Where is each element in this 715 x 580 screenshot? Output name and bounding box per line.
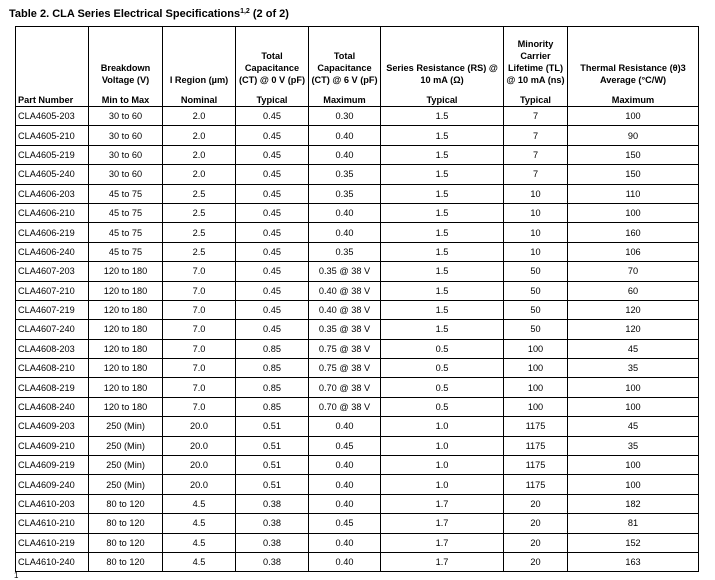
cell-capacitance-6v: 0.40 <box>309 126 381 145</box>
cell-series-resistance: 1.0 <box>381 436 504 455</box>
cell-series-resistance: 1.0 <box>381 456 504 475</box>
cell-thermal-resistance: 163 <box>568 552 699 571</box>
cell-lifetime: 7 <box>504 145 568 164</box>
header-i-region: I Region (µm) <box>163 27 236 89</box>
header-breakdown-voltage: Breakdown Voltage (V) <box>89 27 163 89</box>
cell-breakdown-voltage: 80 to 120 <box>89 533 163 552</box>
cell-i-region: 7.0 <box>163 281 236 300</box>
cell-breakdown-voltage: 250 (Min) <box>89 456 163 475</box>
header-nominal: Nominal <box>163 88 236 107</box>
header-part-number: Part Number <box>16 88 89 107</box>
cell-capacitance-0v: 0.38 <box>236 494 309 513</box>
cell-series-resistance: 1.5 <box>381 223 504 242</box>
cell-thermal-resistance: 150 <box>568 165 699 184</box>
cell-lifetime: 7 <box>504 165 568 184</box>
cell-capacitance-0v: 0.45 <box>236 262 309 281</box>
cell-breakdown-voltage: 80 to 120 <box>89 514 163 533</box>
cell-capacitance-6v: 0.40 <box>309 552 381 571</box>
cell-breakdown-voltage: 120 to 180 <box>89 339 163 358</box>
cell-breakdown-voltage: 120 to 180 <box>89 320 163 339</box>
table-row <box>16 494 699 513</box>
table-row <box>16 184 699 203</box>
table-row <box>16 300 699 319</box>
cell-i-region: 20.0 <box>163 417 236 436</box>
cell-breakdown-voltage: 30 to 60 <box>89 107 163 126</box>
cell-series-resistance: 1.7 <box>381 533 504 552</box>
header-capacitance-6v: Total Capacitance (CT) @ 6 V (pF) <box>309 27 381 89</box>
cell-i-region: 2.0 <box>163 107 236 126</box>
cell-series-resistance: 0.5 <box>381 359 504 378</box>
cell-capacitance-6v: 0.30 <box>309 107 381 126</box>
cell-breakdown-voltage: 45 to 75 <box>89 223 163 242</box>
cell-thermal-resistance: 35 <box>568 436 699 455</box>
cell-i-region: 2.0 <box>163 145 236 164</box>
table-row <box>16 436 699 455</box>
cell-lifetime: 10 <box>504 242 568 261</box>
cell-i-region: 2.5 <box>163 203 236 222</box>
cell-part-number: CLA4609-203 <box>16 417 89 436</box>
cell-part-number: CLA4607-203 <box>16 262 89 281</box>
cell-lifetime: 7 <box>504 107 568 126</box>
cell-part-number: CLA4605-219 <box>16 145 89 164</box>
cell-series-resistance: 1.5 <box>381 165 504 184</box>
cell-capacitance-6v: 0.35 @ 38 V <box>309 320 381 339</box>
cell-series-resistance: 1.7 <box>381 514 504 533</box>
cell-breakdown-voltage: 120 to 180 <box>89 359 163 378</box>
cell-series-resistance: 1.5 <box>381 184 504 203</box>
cell-i-region: 2.5 <box>163 242 236 261</box>
cell-thermal-resistance: 106 <box>568 242 699 261</box>
header-row-descriptions <box>16 27 699 89</box>
cell-breakdown-voltage: 120 to 180 <box>89 281 163 300</box>
cell-part-number: CLA4608-210 <box>16 359 89 378</box>
cell-thermal-resistance: 120 <box>568 320 699 339</box>
cell-capacitance-0v: 0.45 <box>236 203 309 222</box>
cell-thermal-resistance: 35 <box>568 359 699 378</box>
header-thermal-resistance: Thermal Resistance (θ)3 Average (°C/W) <box>568 27 699 89</box>
cell-series-resistance: 1.0 <box>381 417 504 436</box>
cell-lifetime: 1175 <box>504 475 568 494</box>
cell-lifetime: 100 <box>504 339 568 358</box>
cell-capacitance-6v: 0.40 <box>309 456 381 475</box>
footnote-marker: 1 <box>14 571 19 580</box>
cell-part-number: CLA4607-210 <box>16 281 89 300</box>
table-row <box>16 145 699 164</box>
cell-capacitance-0v: 0.51 <box>236 456 309 475</box>
cell-i-region: 2.0 <box>163 165 236 184</box>
cell-part-number: CLA4606-210 <box>16 203 89 222</box>
cell-lifetime: 50 <box>504 262 568 281</box>
cell-capacitance-0v: 0.38 <box>236 514 309 533</box>
cell-breakdown-voltage: 250 (Min) <box>89 436 163 455</box>
cell-part-number: CLA4608-203 <box>16 339 89 358</box>
cell-i-region: 2.5 <box>163 184 236 203</box>
cell-thermal-resistance: 160 <box>568 223 699 242</box>
cell-capacitance-0v: 0.51 <box>236 475 309 494</box>
cell-lifetime: 7 <box>504 126 568 145</box>
cell-capacitance-0v: 0.51 <box>236 436 309 455</box>
cell-series-resistance: 1.5 <box>381 126 504 145</box>
cell-capacitance-6v: 0.40 <box>309 203 381 222</box>
cell-lifetime: 20 <box>504 533 568 552</box>
cell-lifetime: 100 <box>504 397 568 416</box>
cell-i-region: 7.0 <box>163 397 236 416</box>
cell-thermal-resistance: 81 <box>568 514 699 533</box>
cell-capacitance-6v: 0.45 <box>309 436 381 455</box>
cell-thermal-resistance: 45 <box>568 417 699 436</box>
cell-capacitance-0v: 0.45 <box>236 223 309 242</box>
cell-series-resistance: 1.5 <box>381 281 504 300</box>
cell-breakdown-voltage: 45 to 75 <box>89 184 163 203</box>
table-row <box>16 262 699 281</box>
cell-breakdown-voltage: 120 to 180 <box>89 378 163 397</box>
table-row <box>16 165 699 184</box>
cell-i-region: 2.5 <box>163 223 236 242</box>
cell-part-number: CLA4606-240 <box>16 242 89 261</box>
cell-breakdown-voltage: 45 to 75 <box>89 242 163 261</box>
cell-capacitance-0v: 0.45 <box>236 242 309 261</box>
table-row <box>16 378 699 397</box>
cell-series-resistance: 1.5 <box>381 203 504 222</box>
cell-thermal-resistance: 45 <box>568 339 699 358</box>
header-min-to-max: Min to Max <box>89 88 163 107</box>
cell-i-region: 20.0 <box>163 475 236 494</box>
table-row <box>16 126 699 145</box>
cell-thermal-resistance: 70 <box>568 262 699 281</box>
header-minority-carrier-lifetime: Minority Carrier Lifetime (TL) @ 10 mA (ns) <box>504 27 568 89</box>
header-blank <box>16 27 89 89</box>
cell-thermal-resistance: 110 <box>568 184 699 203</box>
header-row-units <box>16 88 699 107</box>
cell-capacitance-0v: 0.38 <box>236 552 309 571</box>
table-body <box>16 107 699 572</box>
cell-i-region: 7.0 <box>163 320 236 339</box>
cell-capacitance-6v: 0.40 @ 38 V <box>309 300 381 319</box>
cell-thermal-resistance: 150 <box>568 145 699 164</box>
cell-lifetime: 50 <box>504 300 568 319</box>
cell-lifetime: 10 <box>504 223 568 242</box>
cell-thermal-resistance: 100 <box>568 397 699 416</box>
cell-i-region: 7.0 <box>163 378 236 397</box>
cell-i-region: 2.0 <box>163 126 236 145</box>
cell-breakdown-voltage: 45 to 75 <box>89 203 163 222</box>
cell-series-resistance: 0.5 <box>381 378 504 397</box>
cell-part-number: CLA4609-219 <box>16 456 89 475</box>
cell-capacitance-6v: 0.70 @ 38 V <box>309 397 381 416</box>
header-capacitance-0v: Total Capacitance (CT) @ 0 V (pF) <box>236 27 309 89</box>
cell-part-number: CLA4609-240 <box>16 475 89 494</box>
table-row <box>16 339 699 358</box>
cell-i-region: 4.5 <box>163 494 236 513</box>
electrical-specifications-table <box>15 26 699 572</box>
cell-part-number: CLA4608-240 <box>16 397 89 416</box>
table-row <box>16 552 699 571</box>
cell-capacitance-6v: 0.40 <box>309 494 381 513</box>
cell-part-number: CLA4610-240 <box>16 552 89 571</box>
cell-lifetime: 10 <box>504 184 568 203</box>
cell-breakdown-voltage: 250 (Min) <box>89 475 163 494</box>
cell-series-resistance: 1.7 <box>381 552 504 571</box>
cell-capacitance-6v: 0.40 <box>309 475 381 494</box>
table-row <box>16 223 699 242</box>
header-maximum-cap: Maximum <box>309 88 381 107</box>
cell-i-region: 20.0 <box>163 436 236 455</box>
cell-thermal-resistance: 60 <box>568 281 699 300</box>
cell-part-number: CLA4607-219 <box>16 300 89 319</box>
cell-i-region: 7.0 <box>163 359 236 378</box>
cell-breakdown-voltage: 80 to 120 <box>89 494 163 513</box>
table-title <box>9 8 289 20</box>
cell-part-number: CLA4605-203 <box>16 107 89 126</box>
cell-breakdown-voltage: 120 to 180 <box>89 262 163 281</box>
cell-series-resistance: 1.5 <box>381 300 504 319</box>
cell-part-number: CLA4606-203 <box>16 184 89 203</box>
cell-lifetime: 1175 <box>504 456 568 475</box>
cell-part-number: CLA4610-210 <box>16 514 89 533</box>
cell-capacitance-0v: 0.45 <box>236 165 309 184</box>
cell-series-resistance: 1.5 <box>381 320 504 339</box>
cell-capacitance-0v: 0.45 <box>236 320 309 339</box>
cell-capacitance-0v: 0.38 <box>236 533 309 552</box>
cell-thermal-resistance: 90 <box>568 126 699 145</box>
table-row <box>16 475 699 494</box>
cell-capacitance-0v: 0.45 <box>236 184 309 203</box>
cell-capacitance-6v: 0.35 <box>309 242 381 261</box>
cell-capacitance-6v: 0.75 @ 38 V <box>309 359 381 378</box>
cell-capacitance-6v: 0.35 @ 38 V <box>309 262 381 281</box>
cell-capacitance-0v: 0.45 <box>236 145 309 164</box>
cell-thermal-resistance: 100 <box>568 475 699 494</box>
cell-part-number: CLA4608-219 <box>16 378 89 397</box>
cell-part-number: CLA4609-210 <box>16 436 89 455</box>
cell-lifetime: 20 <box>504 514 568 533</box>
cell-breakdown-voltage: 80 to 120 <box>89 552 163 571</box>
table-row <box>16 456 699 475</box>
cell-capacitance-6v: 0.70 @ 38 V <box>309 378 381 397</box>
cell-breakdown-voltage: 30 to 60 <box>89 165 163 184</box>
table-row <box>16 514 699 533</box>
table-row <box>16 203 699 222</box>
cell-capacitance-0v: 0.51 <box>236 417 309 436</box>
table-row <box>16 320 699 339</box>
cell-lifetime: 50 <box>504 281 568 300</box>
cell-series-resistance: 1.5 <box>381 145 504 164</box>
cell-i-region: 4.5 <box>163 533 236 552</box>
cell-thermal-resistance: 100 <box>568 203 699 222</box>
cell-thermal-resistance: 100 <box>568 107 699 126</box>
cell-series-resistance: 1.5 <box>381 107 504 126</box>
cell-i-region: 7.0 <box>163 339 236 358</box>
cell-capacitance-6v: 0.40 <box>309 223 381 242</box>
cell-capacitance-6v: 0.75 @ 38 V <box>309 339 381 358</box>
cell-series-resistance: 1.0 <box>381 475 504 494</box>
cell-breakdown-voltage: 30 to 60 <box>89 145 163 164</box>
header-typical-tl: Typical <box>504 88 568 107</box>
table-row <box>16 397 699 416</box>
cell-part-number: CLA4610-203 <box>16 494 89 513</box>
cell-part-number: CLA4610-219 <box>16 533 89 552</box>
cell-capacitance-0v: 0.45 <box>236 126 309 145</box>
table-row <box>16 533 699 552</box>
cell-lifetime: 20 <box>504 494 568 513</box>
cell-capacitance-0v: 0.45 <box>236 107 309 126</box>
cell-lifetime: 1175 <box>504 417 568 436</box>
cell-i-region: 20.0 <box>163 456 236 475</box>
cell-capacitance-6v: 0.40 <box>309 145 381 164</box>
cell-capacitance-6v: 0.45 <box>309 514 381 533</box>
cell-capacitance-6v: 0.35 <box>309 165 381 184</box>
table-title-footnote-refs: 1,2 <box>240 8 250 15</box>
cell-part-number: CLA4607-240 <box>16 320 89 339</box>
cell-series-resistance: 1.7 <box>381 494 504 513</box>
cell-part-number: CLA4605-240 <box>16 165 89 184</box>
cell-i-region: 4.5 <box>163 514 236 533</box>
cell-thermal-resistance: 100 <box>568 456 699 475</box>
cell-capacitance-6v: 0.35 <box>309 184 381 203</box>
cell-capacitance-0v: 0.45 <box>236 281 309 300</box>
cell-breakdown-voltage: 120 to 180 <box>89 397 163 416</box>
cell-thermal-resistance: 120 <box>568 300 699 319</box>
cell-series-resistance: 1.5 <box>381 242 504 261</box>
cell-lifetime: 50 <box>504 320 568 339</box>
cell-i-region: 4.5 <box>163 552 236 571</box>
header-typical-cap: Typical <box>236 88 309 107</box>
cell-lifetime: 20 <box>504 552 568 571</box>
header-typical-rs: Typical <box>381 88 504 107</box>
cell-thermal-resistance: 182 <box>568 494 699 513</box>
table-row <box>16 107 699 126</box>
table-row <box>16 242 699 261</box>
header-series-resistance: Series Resistance (RS) @ 10 mA (Ω) <box>381 27 504 89</box>
cell-i-region: 7.0 <box>163 300 236 319</box>
cell-lifetime: 100 <box>504 359 568 378</box>
table-row <box>16 417 699 436</box>
cell-breakdown-voltage: 250 (Min) <box>89 417 163 436</box>
cell-i-region: 7.0 <box>163 262 236 281</box>
cell-part-number: CLA4605-210 <box>16 126 89 145</box>
cell-capacitance-6v: 0.40 <box>309 417 381 436</box>
cell-lifetime: 100 <box>504 378 568 397</box>
table-title-suffix: (2 of 2) <box>249 8 289 20</box>
cell-part-number: CLA4606-219 <box>16 223 89 242</box>
cell-series-resistance: 1.5 <box>381 262 504 281</box>
table-row <box>16 359 699 378</box>
cell-thermal-resistance: 100 <box>568 378 699 397</box>
cell-series-resistance: 0.5 <box>381 397 504 416</box>
cell-capacitance-6v: 0.40 <box>309 533 381 552</box>
cell-capacitance-0v: 0.85 <box>236 339 309 358</box>
header-maximum-thermal: Maximum <box>568 88 699 107</box>
table-row <box>16 281 699 300</box>
cell-capacitance-0v: 0.45 <box>236 300 309 319</box>
cell-thermal-resistance: 152 <box>568 533 699 552</box>
cell-breakdown-voltage: 120 to 180 <box>89 300 163 319</box>
cell-breakdown-voltage: 30 to 60 <box>89 126 163 145</box>
cell-capacitance-0v: 0.85 <box>236 359 309 378</box>
table-title-text: Table 2. CLA Series Electrical Specifications <box>9 8 241 20</box>
cell-lifetime: 10 <box>504 203 568 222</box>
cell-capacitance-0v: 0.85 <box>236 397 309 416</box>
cell-capacitance-0v: 0.85 <box>236 378 309 397</box>
cell-capacitance-6v: 0.40 @ 38 V <box>309 281 381 300</box>
cell-series-resistance: 0.5 <box>381 339 504 358</box>
cell-lifetime: 1175 <box>504 436 568 455</box>
